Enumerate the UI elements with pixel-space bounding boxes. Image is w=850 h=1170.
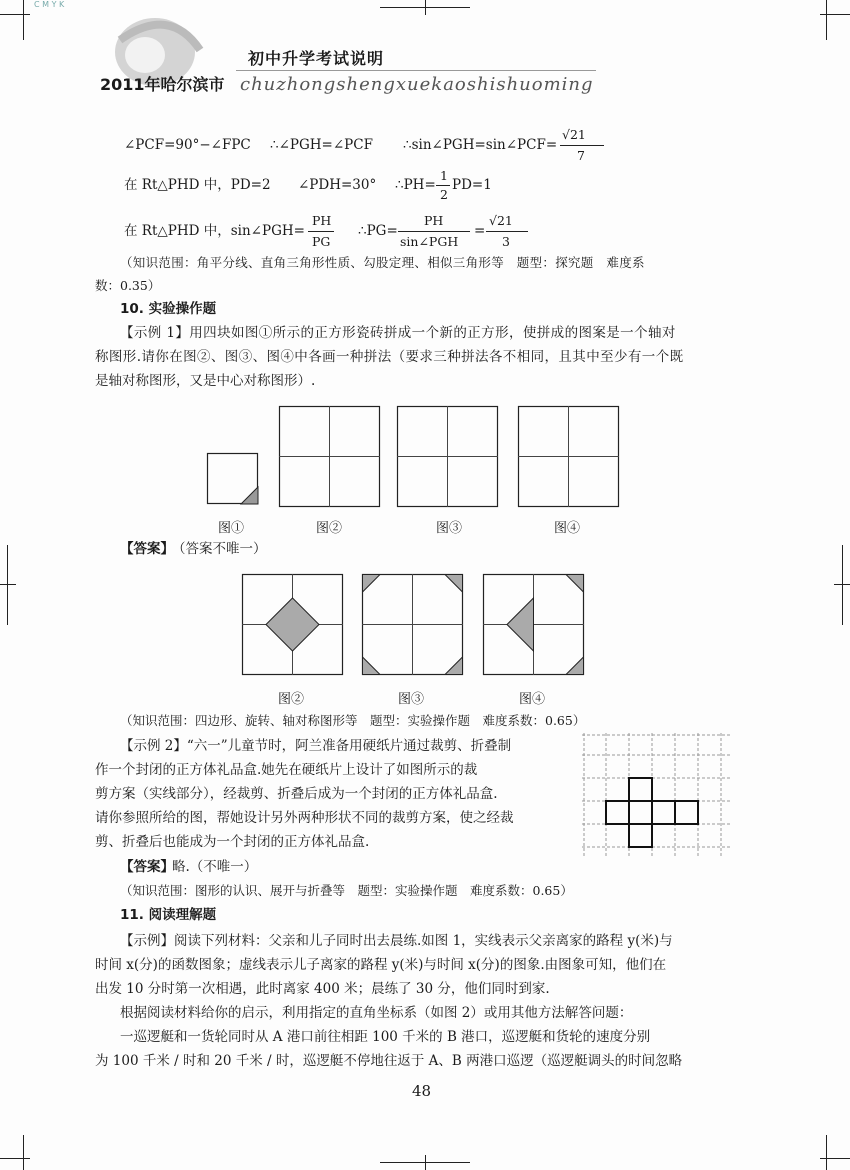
fraction-numerator: √21 bbox=[489, 213, 513, 228]
crop-mark bbox=[820, 14, 850, 15]
example-paragraph: 剪、折叠后也能成为一个封闭的正方体礼品盒. bbox=[95, 834, 370, 850]
header-year: 2011年哈尔滨市 bbox=[100, 75, 225, 94]
figure-caption: 图④ bbox=[519, 692, 546, 707]
fraction-denominator: 2 bbox=[440, 187, 448, 202]
example-paragraph: 时间 x(分)的函数图象；虚线表示儿子离家的路程 y(米)与时间 x(分)的图象.由图象可知，他们在 bbox=[95, 957, 667, 973]
tile-figure-1 bbox=[207, 453, 259, 505]
body-paragraph: 根据阅读材料给你的启示，利用指定的直角坐标系（如图 2）或用其他方法解答问题： bbox=[120, 1005, 633, 1021]
math-line2-d: PD=1 bbox=[452, 177, 492, 193]
math-line3-c: = bbox=[474, 223, 486, 239]
fraction-bar bbox=[398, 231, 470, 232]
section-heading: 10. 实验操作题 bbox=[120, 301, 217, 317]
fraction-denominator: 7 bbox=[577, 148, 585, 163]
fraction-bar bbox=[560, 145, 604, 146]
crop-mark bbox=[842, 545, 843, 625]
crop-mark bbox=[0, 1158, 30, 1159]
crop-mark bbox=[826, 1135, 827, 1170]
fraction-bar bbox=[486, 231, 528, 232]
answer-label: 【答案】 bbox=[120, 859, 174, 875]
example-paragraph: 【示例】阅读下列材料：父亲和儿子同时出去晨练.如图 1，实线表示父亲离家的路程 y(米)与 bbox=[120, 933, 673, 949]
fraction-bar bbox=[308, 231, 334, 232]
crop-mark bbox=[820, 1158, 850, 1159]
body-paragraph: 一巡逻艇和一货轮同时从 A 港口前往相距 100 千米的 B 港口，巡逻艇和货轮的速度分别 bbox=[120, 1029, 651, 1045]
crop-mark bbox=[425, 0, 426, 15]
crop-mark bbox=[826, 0, 827, 40]
crop-mark bbox=[23, 1135, 24, 1170]
math-line2-b: ∠PDH=30° bbox=[298, 177, 377, 193]
body-paragraph: 为 100 千米 / 时和 20 千米 / 时，巡逻艇不停地往返于 A、B 两港口巡逻（巡逻艇调头的时间忽略 bbox=[95, 1053, 683, 1069]
math-line1-c: ∴sin∠PGH=sin∠PCF= bbox=[403, 137, 558, 153]
crop-mark bbox=[7, 545, 8, 625]
grid-figure-3 bbox=[397, 406, 499, 508]
math-line3-b: ∴PG= bbox=[358, 223, 398, 239]
answer-text: （答案不唯一） bbox=[172, 541, 267, 557]
figure-caption: 图② bbox=[316, 521, 343, 536]
math-line1-a: ∠PCF=90°−∠FPC bbox=[124, 137, 251, 153]
cmyk-label: C M Y K bbox=[34, 0, 65, 9]
answer-text: 略.（不唯一） bbox=[172, 859, 258, 875]
fraction-denominator: sin∠PGH bbox=[400, 234, 459, 249]
grid-figure-4 bbox=[518, 406, 620, 508]
fraction-denominator: PG bbox=[312, 234, 331, 249]
fraction-numerator: PH bbox=[312, 213, 332, 228]
math-line2-a: 在 Rt△PHD 中，PD=2 bbox=[124, 177, 271, 193]
figure-caption: 图② bbox=[278, 692, 305, 707]
crop-mark bbox=[23, 0, 24, 40]
crop-mark bbox=[0, 14, 30, 15]
example-paragraph: 称图形.请你在图②、图③、图④中各画一种拼法（要求三种拼法各不相同，且其中至少有一个既 bbox=[95, 349, 684, 365]
header-pinyin: chuzhongshengxuekaoshishuoming bbox=[240, 74, 594, 95]
figure-caption: 图④ bbox=[554, 521, 581, 536]
note-knowledge-range-cont: 数：0.35） bbox=[95, 278, 161, 293]
figure-caption: 图③ bbox=[398, 692, 425, 707]
answer-label: 【答案】 bbox=[120, 541, 174, 557]
page-number: 48 bbox=[412, 1082, 432, 1100]
fraction-numerator: 1 bbox=[440, 168, 448, 183]
figure-caption: 图③ bbox=[436, 521, 463, 536]
header-rule bbox=[236, 70, 596, 71]
cube-net-figure bbox=[582, 733, 732, 858]
crop-mark bbox=[425, 1155, 426, 1170]
header-title: 初中升学考试说明 bbox=[248, 49, 385, 68]
example-paragraph: 出发 10 分时第一次相遇，此时离家 400 米；晨练了 30 分，他们同时到家. bbox=[95, 981, 550, 997]
grid-figure-2 bbox=[279, 406, 381, 508]
math-line2-c: ∴PH= bbox=[395, 177, 436, 193]
crop-mark bbox=[0, 584, 16, 585]
figure-caption: 图① bbox=[218, 521, 245, 536]
math-line3-a: 在 Rt△PHD 中，sin∠PGH= bbox=[124, 223, 305, 239]
math-line1-b: ∴∠PGH=∠PCF bbox=[270, 137, 373, 153]
answer-figure-4 bbox=[483, 574, 585, 676]
fraction-numerator: √21 bbox=[562, 127, 586, 142]
example-paragraph: 剪方案（实线部分），经裁剪、折叠后成为一个封闭的正方体礼品盒. bbox=[95, 786, 498, 802]
example-paragraph: 作一个封闭的正方体礼品盒.她先在硬纸片上设计了如图所示的裁 bbox=[95, 762, 478, 778]
fraction-numerator: PH bbox=[424, 213, 444, 228]
example-paragraph: 请你参照所给的图，帮她设计另外两种形状不同的裁剪方案，使之经裁 bbox=[95, 810, 514, 826]
example-paragraph: 【示例 2】“六一”儿童节时，阿兰准备用硬纸片通过裁剪、折叠制 bbox=[120, 738, 512, 754]
example-paragraph: 【示例 1】用四块如图①所示的正方形瓷砖拼成一个新的正方形，使拼成的图案是一个轴对 bbox=[120, 325, 676, 341]
fraction-denominator: 3 bbox=[502, 234, 510, 249]
note-knowledge-range: （知识范围：四边形、旋转、轴对称图形等 题型：实验操作题 难度系数：0.65） bbox=[120, 713, 586, 728]
section-heading: 11. 阅读理解题 bbox=[120, 907, 217, 923]
answer-figure-3 bbox=[362, 574, 464, 676]
example-paragraph: 是轴对称图形，又是中心对称图形）. bbox=[95, 373, 316, 389]
note-knowledge-range: （知识范围：图形的认识、展开与折叠等 题型：实验操作题 难度系数：0.65） bbox=[120, 883, 573, 898]
note-knowledge-range: （知识范围：角平分线、直角三角形性质、勾股定理、相似三角形等 题型：探究题 难度系 bbox=[120, 255, 645, 270]
answer-figure-2 bbox=[242, 574, 344, 676]
